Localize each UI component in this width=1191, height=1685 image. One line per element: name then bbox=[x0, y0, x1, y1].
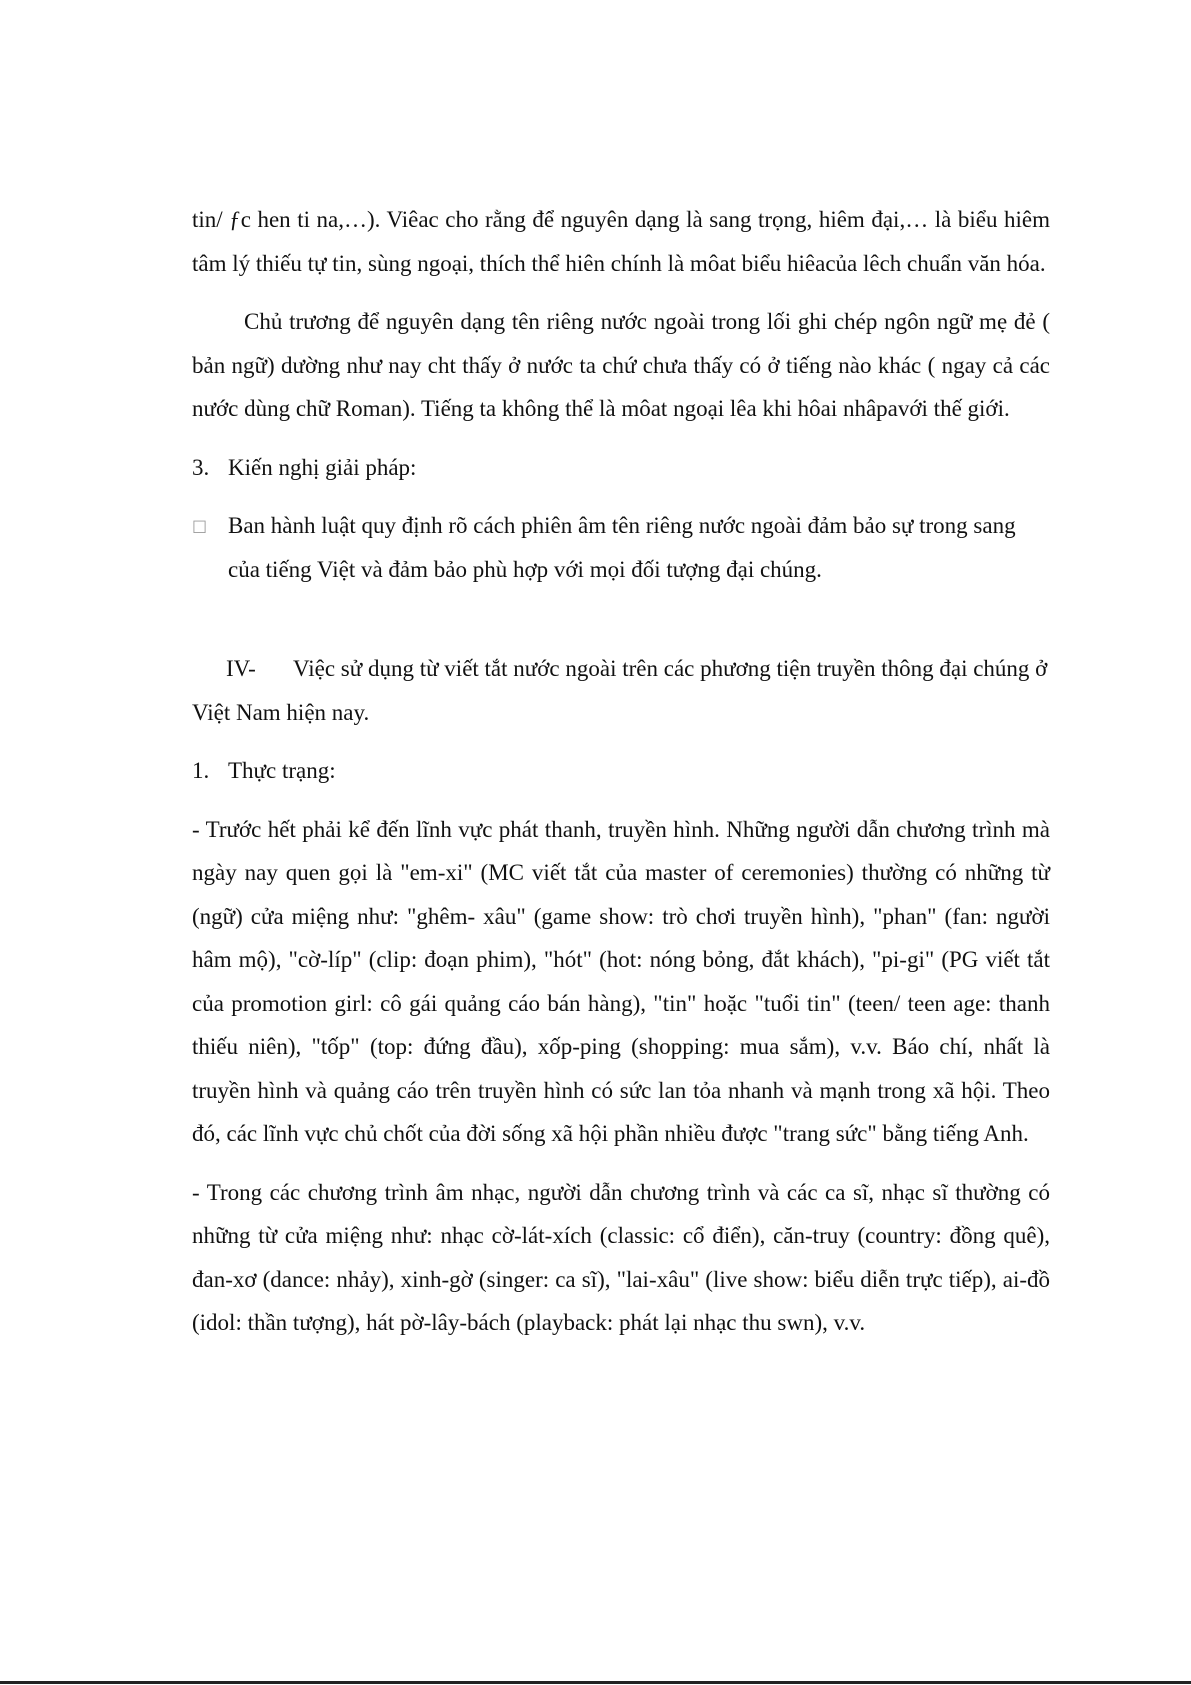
item-number: 3. bbox=[192, 454, 210, 480]
paragraph-2: Chủ trương để nguyên dạng tên riêng nước ngoài trong lối ghi chép ngôn ngữ mẹ đẻ ( bản ngữ) dường như nay cht thấy ở nước ta chứ chưa thấy có ở tiếng nào khác ( ngay cả các nước dùng chữ Roman). Tiếng ta không thể là môat ngoại lêa khi hôai nhâpavới thế giới. bbox=[192, 309, 1050, 421]
numbered-item-3 bbox=[192, 446, 1050, 490]
page-content bbox=[192, 198, 1050, 1360]
section-heading bbox=[192, 647, 1050, 734]
paragraph-4: - Trong các chương trình âm nhạc, người dẫn chương trình và các ca sĩ, nhạc sĩ thường có những từ cửa miệng như: nhạc cờ-lát-xích (classic: cổ điển), căn-truy (country: đồng quê), đan-xơ (dance: nhảy), xinh-gờ (singer: ca sĩ), "lai-xâu" (live show: biểu diễn trực tiếp), ai-đồ (idol: thần tượng), hát pờ-lây-bách (playback: phát lại nhạc thu swn), v.v. bbox=[192, 1179, 1050, 1335]
section-title: Việc sử dụng từ viết tắt nước ngoài trên các phương tiện truyền thông đại chúng ở Việt Nam hiện nay. bbox=[192, 656, 1048, 725]
bullet-text: Ban hành luật quy định rõ cách phiên âm tên riêng nước ngoài đảm bảo sự trong sang của tiếng Việt và đảm bảo phù hợp với mọi đối tượng đại chúng. bbox=[228, 513, 1016, 582]
section-number: IV- bbox=[226, 656, 256, 681]
paragraph-1: tin/ ƒc hen ti na,…). Viêac cho rằng để nguyên dạng là sang trọng, hiêm đại,… là biểu hiêm tâm lý thiếu tự tin, sùng ngoại, thích thể hiên chính là môat biểu hiêacủa lêch chuẩn văn hóa. bbox=[192, 207, 1050, 276]
bottom-divider bbox=[0, 1681, 1191, 1684]
item-number: 1. bbox=[192, 758, 210, 783]
paragraph-3: - Trước hết phải kể đến lĩnh vực phát thanh, truyền hình. Những người dẫn chương trình mà ngày nay quen gọi là "em-xi" (MC viết tắt của master of ceremonies) thường có những từ (ngữ) cửa miệng như: "ghêm- xâu" (game show: trò chơi truyền hình), "phan" (fan: người hâm mộ), "cờ-líp" (clip: đoạn phim), "hót" (hot: nóng bỏng, đắt khách), "pi-gi" (PG viết tắt của promotion girl: cô gái quảng cáo bán hàng), "tin" hoặc "tuổi tin" (teen/ teen age: thanh thiếu niên), "tốp" (top: đứng đầu), xốp-ping (shopping: mua sắm), v.v. Báo chí, nhất là truyền hình và quảng cáo trên truyền hình có sức lan tỏa nhanh và mạnh trong xã hội. Theo đó, các lĩnh vực chủ chốt của đời sống xã hội phần nhiều được "trang sức" bằng tiếng Anh. bbox=[192, 816, 1050, 1146]
numbered-item-1 bbox=[192, 749, 1050, 793]
bullet-box-icon: □ bbox=[192, 516, 208, 535]
item-heading: Thực trạng: bbox=[228, 758, 336, 783]
item-heading: Kiến nghị giải pháp: bbox=[228, 454, 417, 480]
bullet-item bbox=[192, 504, 1050, 591]
